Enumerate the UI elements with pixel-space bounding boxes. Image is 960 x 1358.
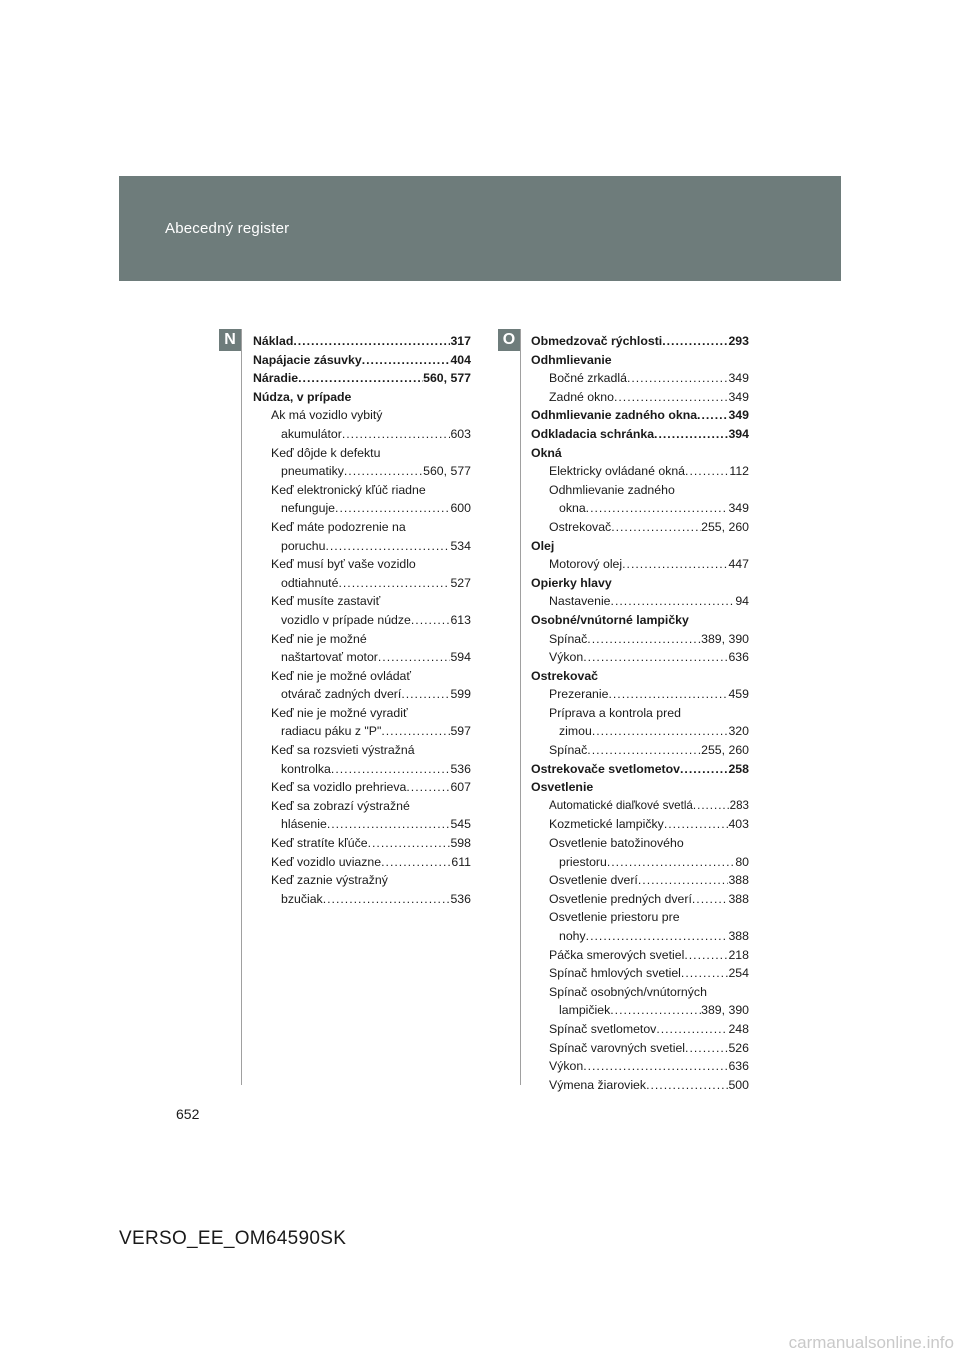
index-heading: Núdza, v prípade (253, 389, 352, 404)
entry-page-ref: 598 (450, 836, 471, 851)
index-entry (531, 815, 749, 834)
section-letter-badge-n: N (219, 329, 241, 351)
index-heading: Okná (531, 445, 562, 460)
entry-term: Spínač (549, 743, 588, 758)
dot-leader (685, 462, 729, 481)
index-entry (531, 722, 749, 741)
index-heading: Ostrekovač (531, 668, 598, 683)
dot-leader (331, 760, 451, 779)
column-divider (241, 329, 242, 1085)
entry-page-ref: 447 (728, 557, 749, 572)
entry-page-ref: 349 (728, 371, 749, 386)
dot-leader (368, 834, 451, 853)
index-entry (253, 499, 471, 518)
index-entry (531, 648, 749, 667)
index-entry (531, 1001, 749, 1020)
entry-term: Napájacie zásuvky (253, 352, 362, 367)
entry-page-ref: 600 (450, 501, 471, 516)
entry-page-ref: 394 (728, 426, 749, 441)
dot-leader (586, 927, 729, 946)
index-subheading: Keď zaznie výstražný (271, 873, 388, 888)
index-entry (531, 946, 749, 965)
entry-page-ref: 388 (728, 929, 749, 943)
entry-term: Spínač hmlových svetiel (549, 966, 681, 981)
dot-leader (381, 722, 450, 741)
entry-page-ref: 389, 390 (701, 631, 749, 646)
index-entry (531, 797, 749, 816)
dot-leader (611, 518, 701, 537)
entry-page-ref: 320 (728, 724, 749, 739)
entry-page-ref: 255, 260 (701, 743, 749, 758)
dot-leader (293, 332, 450, 351)
index-entry (531, 741, 749, 760)
index-subheading: Osvetlenie batožinového (549, 836, 684, 851)
entry-term: odtiahnuté (281, 575, 339, 590)
entry-term: Osvetlenie dverí (549, 873, 638, 888)
dot-leader (684, 946, 728, 965)
entry-page-ref: 349 (728, 408, 749, 423)
index-subheading: Keď musí byť vaše vozidlo (271, 557, 416, 572)
dot-leader (622, 555, 728, 574)
entry-page-ref: 293 (728, 334, 749, 348)
index-subheading: Keď nie je možné vyradiť (271, 705, 408, 720)
index-subheading: Osvetlenie priestoru pre (549, 910, 680, 925)
index-heading: Osobné/vnútorné lampičky (531, 612, 689, 627)
entry-page-ref: 560, 577 (423, 464, 471, 479)
dot-leader (327, 815, 451, 834)
index-entry (253, 425, 471, 444)
index-entry (531, 369, 749, 388)
entry-page-ref: 255, 260 (701, 519, 749, 534)
index-entry (531, 871, 749, 890)
index-subheading: Keď máte podozrenie na (271, 519, 406, 534)
dot-leader (362, 351, 451, 370)
entry-term: Keď vozidlo uviazne (271, 854, 382, 869)
index-heading: Opierky hlavy (531, 575, 612, 590)
index-entry (531, 1020, 749, 1039)
index-entry (253, 760, 471, 779)
entry-term: Ostrekovač (549, 519, 612, 534)
index-entry (253, 351, 471, 370)
entry-term: Prezeranie (549, 687, 609, 702)
section-letter-badge-o: O (498, 329, 520, 351)
index-subheading: Keď dôjde k defektu (271, 445, 381, 460)
entry-term: kontrolka (281, 761, 331, 776)
dot-leader (338, 574, 450, 593)
dot-leader (656, 1020, 728, 1039)
index-entry (531, 1039, 749, 1058)
index-subheading: Spínač osobných/vnútorných (549, 984, 707, 999)
dot-leader (406, 778, 450, 797)
index-entry (253, 332, 471, 351)
index-entry (531, 630, 749, 649)
entry-page-ref: 636 (728, 650, 749, 665)
index-entry (253, 778, 471, 797)
entry-term: Elektricky ovládané okná (549, 464, 686, 479)
entry-term: Kozmetické lampičky (549, 817, 664, 832)
dot-leader (638, 871, 729, 890)
index-entry (253, 648, 471, 667)
entry-page-ref: 94 (735, 594, 749, 609)
entry-term: priestoru (559, 854, 607, 869)
entry-page-ref: 388 (728, 873, 749, 888)
index-entry (531, 760, 749, 779)
dot-leader (680, 760, 728, 779)
index-entry (531, 1057, 749, 1076)
dot-leader (664, 815, 729, 834)
dot-leader (608, 685, 728, 704)
entry-page-ref: 545 (450, 817, 471, 832)
document-id: VERSO_EE_OM64590SK (119, 1228, 347, 1249)
column-divider (520, 329, 521, 1085)
entry-term: Nastavenie (549, 594, 611, 609)
index-entry (531, 388, 749, 407)
index-entry (531, 462, 749, 481)
entry-term: Zadné okno (549, 389, 614, 404)
entry-page-ref: 317 (450, 334, 471, 348)
entry-page-ref: 599 (450, 687, 471, 702)
dot-leader (614, 388, 729, 407)
entry-term: hlásenie (281, 817, 327, 832)
dot-leader (692, 890, 729, 909)
entry-term: okna (559, 501, 586, 516)
index-entry (253, 853, 471, 872)
dot-leader (587, 741, 701, 760)
entry-term: Páčka smerových svetiel (549, 947, 685, 962)
entry-term: lampičiek (559, 1003, 611, 1018)
index-entry (253, 462, 471, 481)
dot-leader (681, 964, 729, 983)
entry-page-ref: 388 (728, 891, 749, 906)
page-header-title: Abecedný register (165, 220, 290, 237)
dot-leader (662, 332, 728, 351)
entry-term: Keď sa vozidlo prehrieva (271, 780, 407, 795)
entry-term: Odhmlievanie zadného okna (531, 408, 698, 423)
dot-leader (411, 611, 451, 630)
entry-page-ref: 636 (728, 1059, 749, 1074)
entry-term: nohy (559, 929, 586, 943)
dot-leader (697, 406, 728, 425)
index-subheading: Keď nie je možné ovládať (271, 668, 412, 683)
dot-leader (693, 797, 730, 816)
entry-term: radiacu páku z "P" (281, 724, 382, 739)
entry-page-ref: 597 (450, 724, 471, 739)
entry-term: otvárač zadných dverí (281, 687, 402, 702)
entry-page-ref: 258 (728, 761, 749, 776)
entry-page-ref: 526 (728, 1040, 749, 1055)
entry-page-ref: 349 (728, 501, 749, 516)
index-entry (531, 1076, 749, 1095)
dot-leader (583, 648, 728, 667)
entry-page-ref: 611 (451, 854, 471, 869)
entry-page-ref: 603 (450, 426, 471, 441)
entry-page-ref: 80 (735, 854, 749, 869)
entry-term: akumulátor (281, 426, 342, 441)
entry-term: Výkon (549, 650, 584, 665)
index-heading: Osvetlenie (531, 780, 594, 795)
index-entry (253, 369, 471, 388)
entry-term: Automatické diaľkové svetlá (549, 798, 693, 812)
entry-page-ref: 527 (450, 575, 471, 590)
index-entry (531, 927, 749, 946)
entry-page-ref: 283 (729, 798, 749, 812)
dot-leader (592, 722, 729, 741)
index-entry (531, 685, 749, 704)
entry-page-ref: 607 (450, 780, 471, 795)
index-entry (531, 853, 749, 872)
dot-leader (611, 592, 736, 611)
entry-page-ref: 403 (728, 817, 749, 832)
index-entry (253, 890, 471, 909)
dot-leader (342, 425, 451, 444)
dot-leader (378, 648, 451, 667)
entry-term: naštartovať motor (281, 650, 378, 665)
entry-page-ref: 536 (450, 761, 471, 776)
entry-term: Výmena žiaroviek (549, 1077, 647, 1092)
index-entry (253, 685, 471, 704)
entry-term: poruchu (281, 538, 326, 553)
index-entry (531, 592, 749, 611)
entry-term: Odkladacia schránka (531, 426, 655, 441)
entry-term: Náradie (253, 371, 299, 386)
entry-term: Keď stratíte kľúče (271, 836, 368, 851)
index-entry (253, 834, 471, 853)
index-entry (253, 537, 471, 556)
dot-leader (344, 462, 423, 481)
entry-term: zimou (559, 724, 592, 739)
entry-term: Ostrekovače svetlometov (531, 761, 681, 776)
dot-leader (381, 853, 451, 872)
entry-term: Spínač svetlometov (549, 1021, 657, 1036)
entry-page-ref: 613 (450, 612, 471, 627)
entry-page-ref: 254 (728, 966, 749, 981)
dot-leader (323, 890, 451, 909)
entry-page-ref: 349 (728, 389, 749, 404)
index-entry (531, 499, 749, 518)
entry-term: Spínač varovných svetiel (549, 1040, 686, 1055)
index-entry (531, 555, 749, 574)
entry-term: vozidlo v prípade núdze (281, 612, 411, 627)
index-entry (253, 815, 471, 834)
entry-term: Obmedzovač rýchlosti (531, 334, 663, 348)
entry-term: pneumatiky (281, 464, 344, 479)
entry-page-ref: 594 (450, 650, 471, 665)
entry-term: Náklad (253, 334, 294, 348)
index-subheading: Príprava a kontrola pred (549, 705, 681, 720)
entry-term: Motorový olej (549, 557, 623, 572)
dot-leader (587, 630, 701, 649)
index-entry (531, 890, 749, 909)
index-subheading: Keď elektronický kľúč riadne (271, 482, 426, 497)
index-column-n (253, 332, 471, 908)
index-entry (253, 611, 471, 630)
entry-term: bzučiak (281, 891, 323, 906)
index-heading: Olej (531, 538, 555, 553)
index-entry (531, 964, 749, 983)
index-subheading: Keď sa zobrazí výstražné (271, 798, 410, 813)
dot-leader (583, 1057, 728, 1076)
index-entry (531, 425, 749, 444)
entry-page-ref: 536 (450, 891, 471, 906)
dot-leader (607, 853, 735, 872)
index-column-o (531, 332, 749, 1094)
entry-page-ref: 500 (728, 1077, 749, 1092)
dot-leader (586, 499, 729, 518)
index-heading: Odhmlievanie (531, 352, 612, 367)
entry-term: nefunguje (281, 501, 336, 516)
index-entry (531, 406, 749, 425)
dot-leader (646, 1076, 728, 1095)
entry-page-ref: 112 (729, 464, 749, 479)
index-entry (531, 332, 749, 351)
page-number: 652 (176, 1106, 200, 1122)
entry-page-ref: 248 (728, 1021, 749, 1036)
dot-leader (298, 369, 423, 388)
entry-page-ref: 459 (728, 687, 749, 702)
entry-page-ref: 404 (450, 352, 471, 367)
index-entry (253, 574, 471, 593)
entry-term: Osvetlenie predných dverí (549, 891, 692, 906)
entry-term: Bočné zrkadlá (549, 371, 627, 386)
dot-leader (685, 1039, 728, 1058)
index-subheading: Ak má vozidlo vybitý (271, 408, 383, 423)
dot-leader (610, 1001, 701, 1020)
header-band (119, 176, 841, 281)
dot-leader (654, 425, 728, 444)
entry-page-ref: 534 (450, 538, 471, 553)
entry-page-ref: 389, 390 (701, 1003, 749, 1018)
entry-page-ref: 218 (728, 947, 749, 962)
dot-leader (335, 499, 450, 518)
index-entry (531, 518, 749, 537)
entry-term: Spínač (549, 631, 588, 646)
index-entry (253, 722, 471, 741)
entry-page-ref: 560, 577 (423, 371, 471, 386)
index-subheading: Keď nie je možné (271, 631, 367, 646)
index-subheading: Keď sa rozsvieti výstražná (271, 743, 415, 758)
index-subheading: Keď musíte zastaviť (271, 594, 381, 609)
dot-leader (627, 369, 729, 388)
dot-leader (325, 537, 450, 556)
watermark: carmanualsonline.info (788, 1333, 954, 1352)
dot-leader (401, 685, 450, 704)
index-subheading: Odhmlievanie zadného (549, 482, 675, 497)
entry-term: Výkon (549, 1059, 584, 1074)
